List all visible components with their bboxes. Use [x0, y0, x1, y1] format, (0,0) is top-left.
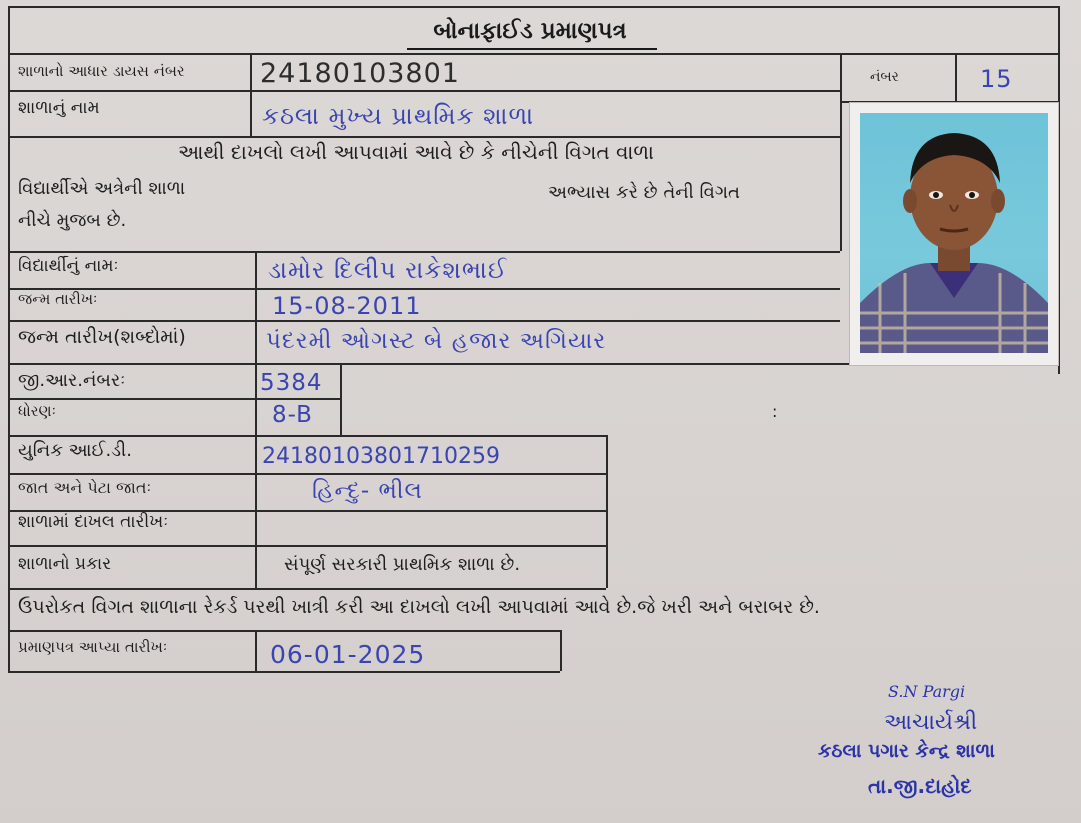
intro-line-2b: અભ્યાસ કરે છે તેની વિગત: [548, 182, 740, 203]
student-portrait-image: [860, 113, 1048, 353]
school-type-label: શાળાનો પ્રકાર: [18, 554, 112, 574]
left-border: [8, 6, 10, 671]
row-line: [8, 398, 340, 400]
row-line: [8, 671, 560, 673]
dob-words-value: પંદરમી ઓગસ્ટ બે હજાર અગિયાર: [266, 328, 607, 354]
col-line: [250, 53, 252, 138]
colon-mark: :: [772, 402, 778, 421]
col-line: [255, 630, 257, 671]
gr-label: જી.આર.નંબરઃ: [18, 370, 126, 391]
col-line: [340, 363, 342, 435]
uid-label: યુનિક આઈ.ડી.: [18, 440, 132, 461]
intro-line-3: નીચે મુજબ છે.: [18, 210, 127, 231]
school-name-label: શાળાનું નામ: [18, 98, 100, 118]
student-photo: [850, 103, 1058, 365]
admission-label: શાળામાં દાખલ તારીખઃ: [18, 512, 169, 532]
student-name-value: ડામોર દિલીપ રાકેશભાઈ: [268, 256, 508, 284]
certificate-title: બોનાફાઈડ પ્રમાણપત્ર: [433, 18, 627, 44]
row-line: [8, 320, 840, 322]
stamp-place: તા.જી.દાહોદ: [868, 774, 972, 798]
row-line: [8, 251, 840, 253]
col-line: [255, 363, 257, 588]
std-value: 8-B: [272, 402, 313, 428]
gr-value: 5384: [260, 370, 323, 396]
intro-line-2a: વિદ્યાર્થીએ અત્રેની શાળા: [18, 178, 186, 199]
row-line: [8, 90, 840, 92]
row-line: [8, 630, 560, 632]
issue-date-label: પ્રમાણપત્ર આપ્યા તારીખઃ: [18, 638, 168, 656]
row-line: [8, 545, 606, 547]
col-line: [840, 53, 842, 101]
number-value: 15: [980, 65, 1013, 93]
col-line: [255, 251, 257, 363]
right-border: [1058, 6, 1060, 374]
caste-value: હિન્દુ- ભીલ: [312, 478, 423, 504]
col-line: [840, 101, 842, 251]
verification-text: ઉપરોકત વિગત શાળાના રેકર્ડ પરથી ખાત્રી કરી આ દાખલો લખી આપવામાં આવે છે.જે ખરી અને બરાબર છે.: [18, 596, 820, 618]
uid-value: 24180103801710259: [262, 444, 500, 469]
student-name-label: વિદ્યાર્થીનું નામઃ: [18, 256, 119, 276]
row-line: [8, 588, 606, 590]
issue-date-value: 06-01-2025: [270, 640, 426, 669]
row-line: [8, 435, 606, 437]
title-underline: [407, 48, 657, 50]
top-border: [8, 6, 1058, 8]
col-line: [560, 630, 562, 671]
dob-words-label: જન્મ તારીખ(શબ્દોમાં): [18, 326, 186, 348]
dob-value: 15-08-2011: [272, 292, 422, 320]
school-name-value: કઠલા મુખ્ય પ્રાથમિક શાળા: [262, 102, 535, 130]
title-row-border: [8, 53, 1058, 55]
intro-line-1: આથી દાખલો લખી આપવામાં આવે છે કે નીચેની વિગત વાળા: [178, 140, 654, 164]
school-type-value: સંપૂર્ણ સરકારી પ્રાથમિક શાળા છે.: [284, 554, 521, 575]
dise-value: 24180103801: [260, 58, 460, 89]
row-line: [8, 473, 606, 475]
handwritten-signature: S.N Pargi: [888, 682, 966, 701]
std-label: ધોરણઃ: [18, 402, 56, 420]
caste-label: જાત અને પેટા જાતઃ: [18, 478, 152, 497]
dob-label: જન્મ તારીખઃ: [18, 290, 98, 308]
row-line: [8, 136, 840, 138]
col-line: [606, 435, 608, 588]
row-line: [8, 288, 840, 290]
stamp-school-name: કઠલા પગાર કેન્દ્ર શાળા: [818, 740, 995, 762]
signatory-title: આચાર્યશ્રી: [884, 710, 978, 735]
col-line: [955, 53, 957, 101]
photo-background: [860, 113, 1048, 353]
number-label: નંબર: [870, 69, 899, 85]
dise-label: શાળાનો આધાર ડાયસ નંબર: [18, 62, 185, 80]
